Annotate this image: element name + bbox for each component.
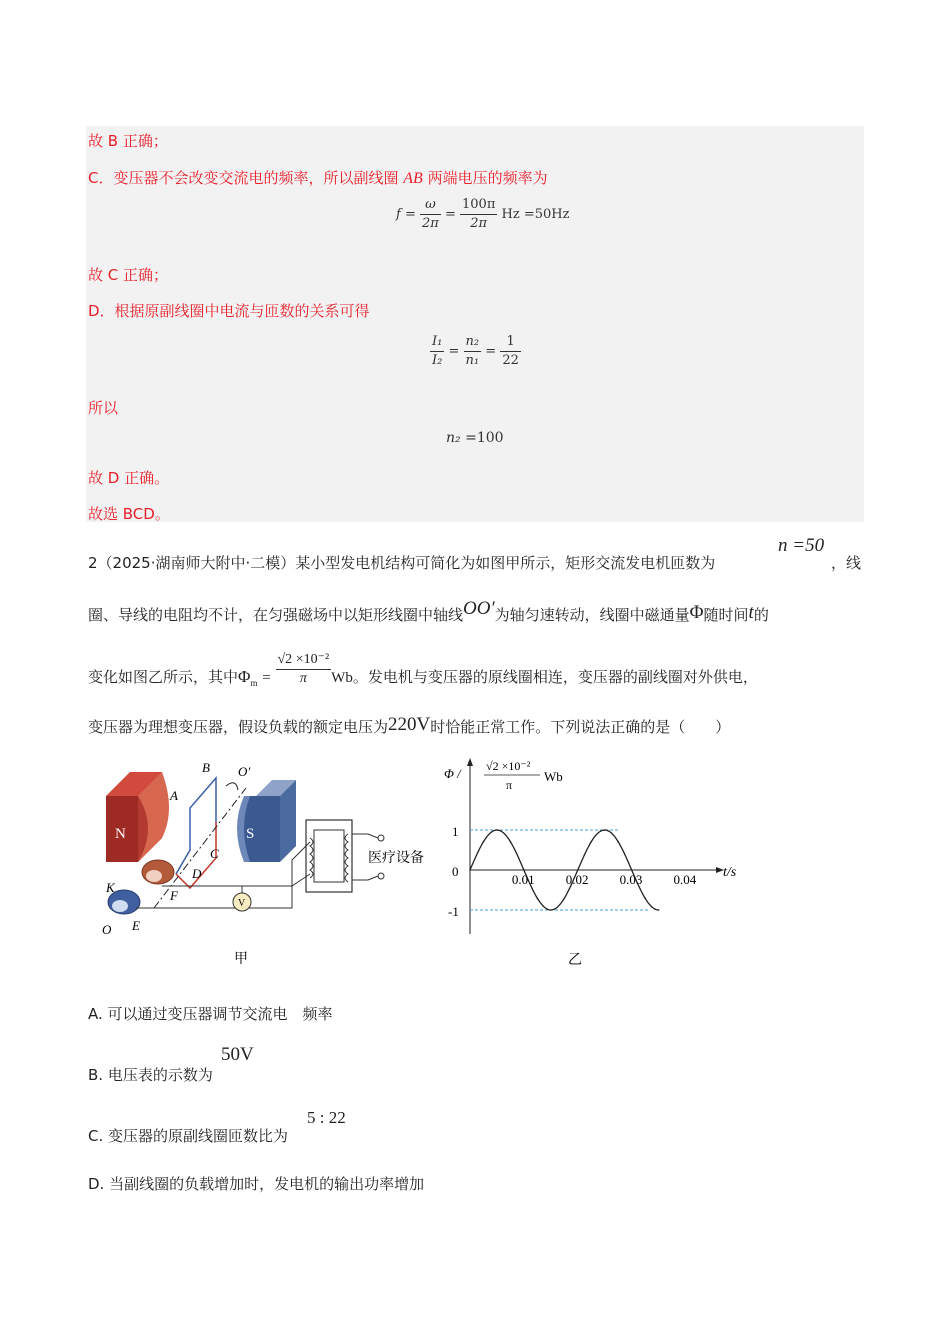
question-line-2	[88, 598, 769, 626]
solution-c-text: C．变压器不会改变交流电的频率，所以副线圈	[88, 169, 404, 187]
question-line-4	[88, 716, 730, 738]
transformer-core-inner	[314, 830, 344, 882]
n2-rhs: =100	[465, 430, 504, 446]
phi-m-den: π	[299, 671, 307, 686]
question-text-2d: 的	[753, 606, 769, 624]
solution-final-choice: 故选 BCD。	[88, 505, 170, 523]
y-axis-unit: Wb	[544, 769, 563, 784]
y-axis-label-prefix: Φ /	[444, 766, 461, 781]
option-b[interactable]	[88, 1064, 213, 1085]
question-line-1	[88, 552, 715, 573]
y-axis-arrow	[467, 758, 473, 766]
label-o: O	[102, 922, 112, 937]
formula-f-eq1: =	[404, 207, 416, 222]
question-text-2b: 为轴匀速转动，线圈中磁通量	[494, 606, 690, 624]
flux-point	[550, 909, 552, 911]
label-b: B	[202, 760, 210, 775]
primary-coil	[310, 838, 313, 878]
phi-m-symbol: Φ	[238, 667, 251, 686]
option-a[interactable]	[88, 1003, 333, 1024]
n-label: N	[115, 826, 126, 842]
formula-f-frac1	[420, 196, 441, 233]
label-f: F	[170, 888, 178, 903]
option-b-value: 50V	[221, 1044, 254, 1065]
phi-m-subscript: m	[250, 678, 258, 688]
t-symbol: t	[748, 602, 754, 623]
question-line-1-end: ，线	[831, 554, 862, 572]
ratio-i1: I₁	[430, 333, 444, 352]
flux-point	[564, 898, 566, 900]
flux-point	[496, 829, 498, 831]
option-c-value: 5 : 22	[307, 1108, 346, 1127]
figure-generator	[96, 758, 446, 978]
voltmeter-label: V	[238, 898, 246, 909]
solution-d-intro: D．根据原副线圈中电流与匝数的关系可得	[88, 302, 370, 320]
phi-m-unit: Wb	[331, 670, 353, 686]
question-text-1: 2（2025·湖南师大附中·二模）某小型发电机结构可简化为如图甲所示，矩形交流发电机匝数为	[88, 554, 716, 572]
label-c: C	[210, 846, 219, 861]
terminal-top	[378, 835, 384, 841]
ratio-n1: n₁	[465, 353, 480, 368]
secondary-coil	[345, 834, 348, 882]
x-tick-label: 0.02	[565, 872, 589, 887]
phi-m-eq: =	[262, 670, 271, 686]
solution-c-suffix: 两端电压的频率为	[422, 169, 548, 187]
y-axis-frac-num: √2 ×10⁻²	[486, 759, 531, 773]
formula-f-eq2: =	[444, 207, 456, 222]
flux-point	[523, 869, 525, 871]
question-text-2a: 圈、导线的电阻均不计，在匀强磁场中以矩形线圈中轴线	[88, 606, 464, 624]
question-line-3	[88, 652, 758, 688]
phi-m-num: √2 ×10⁻²	[276, 651, 332, 670]
device-label: 医疗设备	[368, 850, 424, 866]
question-text-3a: 变化如图乙所示，其中	[88, 668, 239, 686]
rated-voltage: 220V	[388, 714, 431, 735]
output-wire-top	[352, 834, 378, 838]
ratio-frac-i	[430, 333, 444, 370]
ratio-num: 1	[500, 333, 521, 352]
solution-b-conclusion: 故 B 正确；	[88, 132, 168, 150]
question-text-4a: 变压器为理想变压器，假设负载的额定电压为	[88, 718, 389, 736]
solution-so: 所以	[88, 399, 119, 417]
output-wire-bottom	[352, 876, 378, 880]
solution-d-conclusion: 故 D 正确。	[88, 469, 170, 487]
formula-f-frac2-den: 2π	[470, 216, 488, 231]
option-a-text: A. 可以通过变压器调节交流电 频率	[88, 1005, 333, 1023]
flux-point	[577, 869, 579, 871]
ratio-frac-n	[464, 333, 482, 370]
x-axis-label: t/s	[723, 865, 737, 880]
rotation-arrow	[226, 783, 238, 790]
formula-f-lhs: f	[396, 207, 401, 222]
s-label: S	[246, 826, 255, 842]
question-n-value: n =50	[778, 535, 825, 556]
label-k: K	[106, 880, 115, 895]
current-ratio-formula	[430, 333, 521, 370]
flux-point	[658, 909, 660, 911]
option-c[interactable]	[88, 1125, 288, 1146]
option-d[interactable]	[88, 1173, 424, 1194]
formula-f-frac1-num: ω	[420, 196, 441, 215]
option-b-text: B. 电压表的示数为	[88, 1066, 213, 1084]
flux-point	[510, 841, 512, 843]
question-text-4b: 时恰能正常工作。下列说法正确的是（ ）	[430, 718, 731, 736]
ratio-den: 22	[502, 353, 519, 368]
flux-point	[604, 829, 606, 831]
x-tick-label: 0.04	[673, 872, 697, 887]
flux-point	[469, 869, 471, 871]
solution-c-var: AB	[403, 170, 423, 187]
y-tick-top: 1	[452, 824, 459, 839]
question-text-3b: 。发电机与变压器的原线圈相连，变压器的副线圈对外供电，	[352, 668, 758, 686]
option-c-text: C. 变压器的原副线圈匝数比为	[88, 1127, 289, 1145]
phi-symbol: Φ	[689, 602, 704, 623]
solution-c-intro	[88, 167, 548, 188]
phi-m-fraction	[276, 651, 332, 688]
slip-ring-red-hole	[146, 870, 162, 882]
axis-oo-prime: OO′	[463, 598, 495, 619]
label-o-prime: O′	[238, 764, 251, 779]
y-tick-bottom: -1	[448, 904, 459, 919]
x-tick-label: 0.03	[619, 872, 643, 887]
figure-flux-chart	[440, 754, 750, 976]
option-d-text: D. 当副线圈的负载增加时，发电机的输出功率增加	[88, 1175, 425, 1193]
ratio-i2: I₂	[432, 353, 443, 368]
solution-c-conclusion: 故 C 正确；	[88, 266, 169, 284]
n2-formula	[446, 430, 504, 446]
flux-point	[644, 898, 646, 900]
label-a: A	[170, 788, 178, 803]
formula-f-frac1-den: 2π	[422, 216, 439, 231]
formula-f-tail: Hz =50Hz	[501, 207, 570, 222]
y-axis-frac-den: π	[506, 778, 513, 792]
flux-point	[537, 898, 539, 900]
n2-lhs: n₂	[446, 430, 461, 446]
ratio-frac-value	[500, 333, 521, 370]
formula-f-frac2-num: 100π	[460, 196, 497, 215]
flux-point	[617, 841, 619, 843]
label-d: D	[192, 866, 202, 881]
figure-yi-caption: 乙	[568, 952, 582, 968]
flux-point	[483, 841, 485, 843]
formula-f-frac2	[460, 196, 497, 233]
x-tick-label: 0.01	[511, 872, 535, 887]
transformer-core-outer	[306, 820, 352, 892]
question-text-2c: 随时间	[703, 606, 749, 624]
slip-ring-blue-hole	[112, 900, 128, 912]
figure-jia-caption: 甲	[234, 951, 248, 967]
ratio-n2: n₂	[464, 333, 482, 352]
ratio-eq1: =	[448, 344, 460, 359]
flux-point	[631, 869, 633, 871]
terminal-bottom	[378, 873, 384, 879]
origin-label: 0	[452, 864, 459, 879]
flux-point	[590, 841, 592, 843]
frequency-formula	[396, 196, 569, 233]
ratio-eq2: =	[485, 344, 497, 359]
label-e: E	[132, 918, 140, 933]
